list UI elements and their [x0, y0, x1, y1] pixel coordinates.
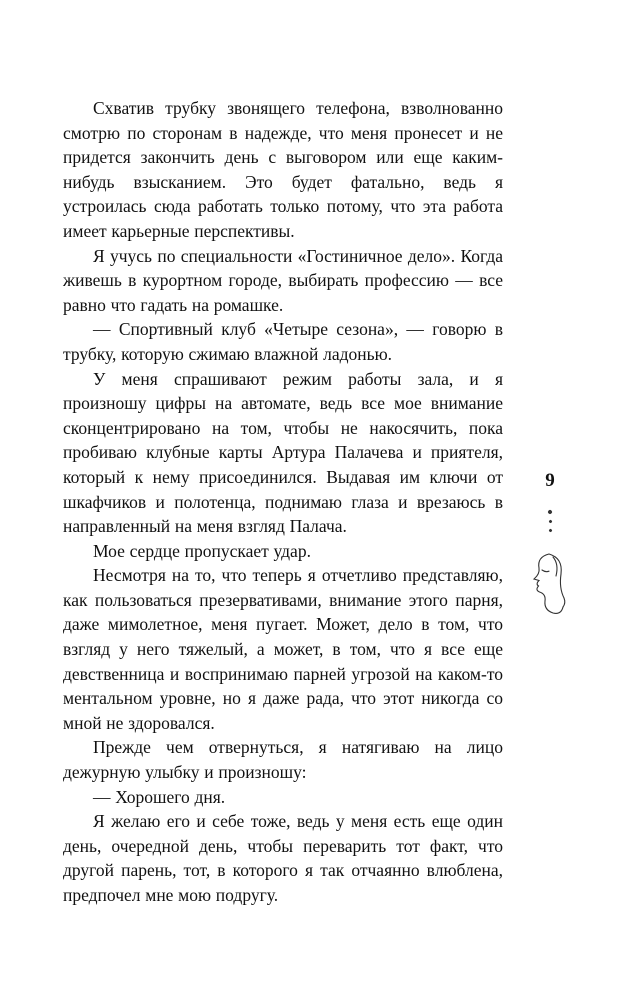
paragraph: Схватив трубку звонящего телефона, взволнованно смотрю по сторонам в надежде, что меня пронесет и не придется закончить день с выговором или еще каким-нибудь взысканием. Это будет фатально, ведь я устроилась сюда работать только потому, что эта работа имеет карьерные перспективы. — [63, 98, 503, 241]
dot-ornament — [547, 509, 553, 515]
dot-ornament — [548, 519, 552, 523]
page-number: 9 — [545, 470, 555, 491]
vertical-dots-icon — [548, 510, 552, 532]
woman-profile-line-art-icon — [529, 548, 571, 632]
dot-ornament — [548, 528, 552, 532]
paragraph: Я желаю его и себе тоже, ведь у меня есть еще один день, очередной день, чтобы переварить тот факт, что другой парень, тот, в которого я так отчаянно влюблена, предпочел мне мою подругу. — [63, 811, 503, 905]
paragraph: Прежде чем отвернуться, я натягиваю на лицо дежурную улыбку и произношу: — [63, 737, 503, 783]
paragraph: Я учусь по специальности «Гостиничное дело». Когда живешь в курортном городе, выбирать профессию — все равно что гадать на ромашке. — [63, 245, 503, 315]
paragraph: Мое сердце пропускает удар. — [93, 540, 311, 561]
paragraph: Несмотря на то, что теперь я отчетливо представляю, как пользоваться презервативами, внимание этого парня, даже мимолетное, меня пугает. Может, дело в том, что взгляд у него тяжелый, а может, в том, что я все еще девственница и воспринимаю парней угрозой на каком-то ментальном уровне, но я даже рада, что этот никогда со мной не здоровался. — [63, 565, 503, 733]
paragraph: — Спортивный клуб «Четыре сезона», — говорю в трубку, которую сжимаю влажной ладонью. — [63, 319, 503, 364]
paragraph: — Хорошего дня. — [93, 786, 226, 807]
page-text — [63, 96, 503, 908]
paragraph: У меня спрашивают режим работы зала, и я произношу цифры на автомате, ведь все мое внимание сконцентрировано на том, чтобы не накосячить, пока пробиваю клубные карты Артура Палачева и приятеля, который к нему присоединился. Выдавая им ключи от шкафчиков и полотенца, поднимаю глаза и врезаюсь в направленный на меня взгляд Палача. — [63, 368, 503, 537]
page-margin-column — [520, 470, 580, 632]
